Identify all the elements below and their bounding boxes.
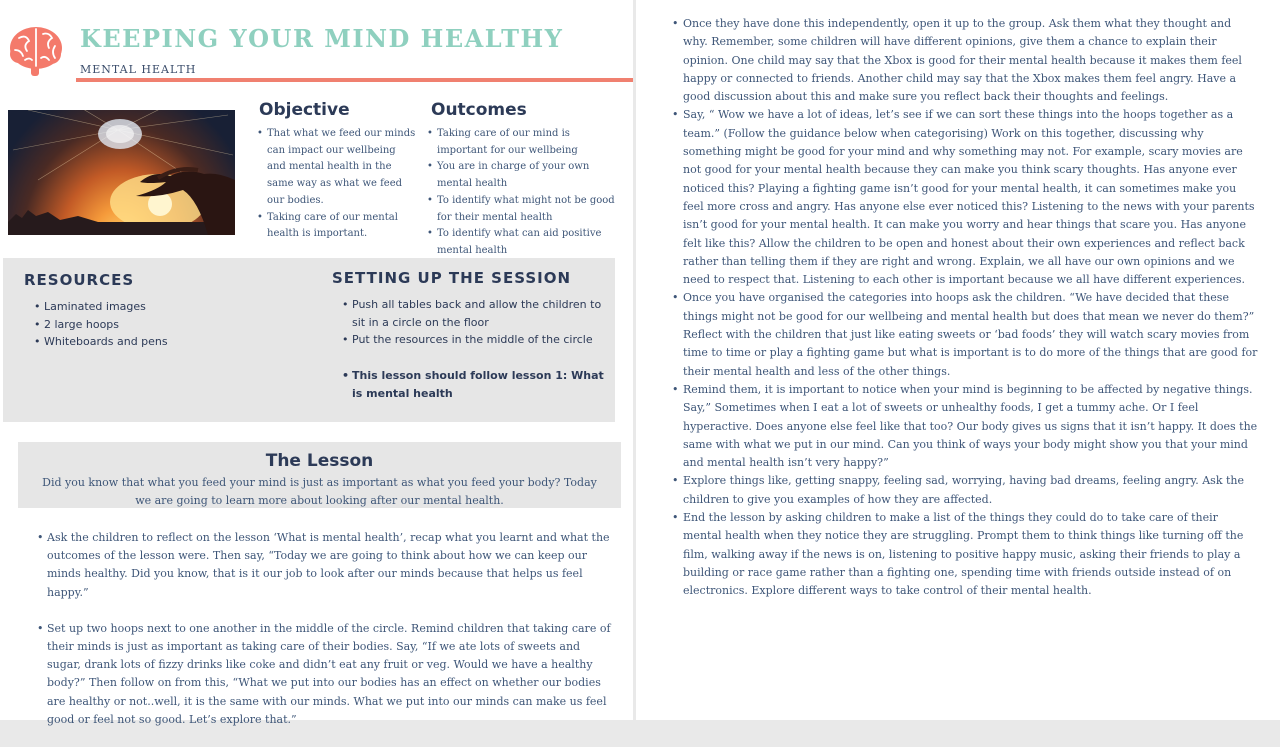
lesson-steps-list (47, 529, 617, 747)
page-title: KEEPING YOUR MIND HEALTHY (80, 24, 564, 53)
list-item: • Taking care of our mind is important for our wellbeing (437, 126, 617, 159)
setup-note-list (352, 367, 604, 402)
list-item: • Remind them, it is important to notice when your mind is beginning to be affected by negative things. Say,” Sometimes when I eat a lot of sweets or unhealthy foods, I get a tummy ache. Or I feel hyperactive. Does anyone else feel like that too? Our body gives us signs that it isn’t happy. It does the same with what we put in our mind. Can you think of ways your body might show you that your mind and mental health isn’t very happy?” (683, 381, 1258, 472)
outcomes-heading: Outcomes (431, 100, 527, 120)
header-divider (76, 78, 633, 82)
list-item: • Once they have done this independently, open it up to the group. Ask them what they thought and why. Remember, some children will have different opinions, give them a chance to explain their opinion. One child may say that the Xbox is good for their mental health because it makes them feel happy or connected to friends. Another child may say that the Xbox makes them feel angry. Have a good discussion about this and make sure you reflect back their thoughts and feelings. (683, 15, 1258, 106)
setup-note: • This lesson should follow lesson 1: What is mental health (352, 367, 604, 402)
list-item: • Push all tables back and allow the children to sit in a circle on the floor (352, 296, 604, 331)
setup-list (352, 296, 604, 349)
brain-icon (7, 20, 65, 78)
list-item: • To identify what can aid positive mental health (437, 226, 617, 259)
list-item: • Whiteboards and pens (44, 333, 168, 351)
list-item: • Laminated images (44, 298, 168, 316)
list-item: • End the lesson by asking children to make a list of the things they could do to take care of their mental health when they notice they are struggling. Prompt them to think things like turning off the film, walking away if the news is on, listening to positive happy music, asking their friends to play a building or race game rather than a fighting one, spending time with friends outside instead of on electronics. Explore different ways to take control of their mental health. (683, 509, 1258, 600)
resources-list (44, 298, 168, 351)
lesson-heading: The Lesson (265, 451, 374, 471)
list-item: • Ask the children to reflect on the lesson ‘What is mental health’, recap what you learnt and what the outcomes of the lesson were. Then say, “Today we are going to think about how we can keep our minds healthy. Did you know, that is it our job to look after our minds because that helps us feel happy.” (47, 529, 617, 602)
list-item: • That what we feed our minds can impact our wellbeing and mental health in the same way as what we feed our bodies. (267, 126, 417, 210)
list-item: • Set up two hoops next to one another in the middle of the circle. Remind children that taking care of their minds is just as important as taking care of their bodies. Say, “If we ate lots of sweets and sugar, drank lots of fizzy drinks like coke and didn’t eat any fruit or veg. Would we have a healthy body?” Then follow on from this, “What we put into our bodies has an effect on whether our bodies are healthy or not..well, it is the same with our minds. What we put into our minds can make us feel good or feel not so good. Let’s explore that.” (47, 620, 617, 729)
outcomes-list (437, 126, 617, 260)
list-item: • Once you have organised the categories into hoops ask the children. “We have decided that these things might not be good for our wellbeing and mental health but does that mean we never do them?” Reflect with the children that just like eating sweets or ‘bad foods’ they will watch scary movies from time to time or play a fighting game but what is important is to do more of the things that are good for their mental health and less of the other things. (683, 289, 1258, 380)
list-item: • Taking care of our mental health is important. (267, 210, 417, 243)
hands-brain-photo (8, 110, 235, 235)
lesson-panel (18, 442, 621, 508)
list-item: • 2 large hoops (44, 316, 168, 334)
list-item: • Explore things like, getting snappy, feeling sad, worrying, having bad dreams, feeling angry. Ask the children to give you examples of how they are affected. (683, 472, 1258, 509)
objective-heading: Objective (259, 100, 350, 120)
list-item: • You are in charge of your own mental health (437, 159, 617, 192)
list-item: • Say, “ Wow we have a lot of ideas, let’s see if we can sort these things into the hoops together as a team.” (Follow the guidance below when categorising) Work on this together, discussing why something might be good for your mind and why something may not. For example, scary movies are not good for your mental health because they can make you think scary thoughts. Has anyone ever noticed this? Playing a fighting game isn’t good for your mental health, it can sometimes make you feel more cross and angry. Has anyone else ever noticed this? Listening to the news with your parents isn’t good for your mental health. It can make you worry and hear things that scare you. Has anyone felt like this? Allow the children to be open and honest about their own experiences and reflect back rather than telling them if they are right and wrong. Explain, we all have our own opinions and we need to respect that. Listening to each other is important because we all have different experiences. (683, 106, 1258, 289)
list-item: • To identify what might not be good for their mental health (437, 193, 617, 226)
lesson-intro: Did you know that what you feed your mind is just as important as what you feed your body? Today we are going to learn more about looking after our mental health. (42, 476, 597, 507)
objective-list (267, 126, 417, 243)
photo-illustration (8, 110, 235, 235)
page-subtitle: MENTAL HEALTH (80, 63, 197, 76)
setup-heading: SETTING UP THE SESSION (332, 269, 572, 287)
resources-heading: RESOURCES (24, 271, 135, 289)
list-item: • Put the resources in the middle of the circle (352, 331, 604, 349)
lesson-continued-list (683, 15, 1258, 601)
